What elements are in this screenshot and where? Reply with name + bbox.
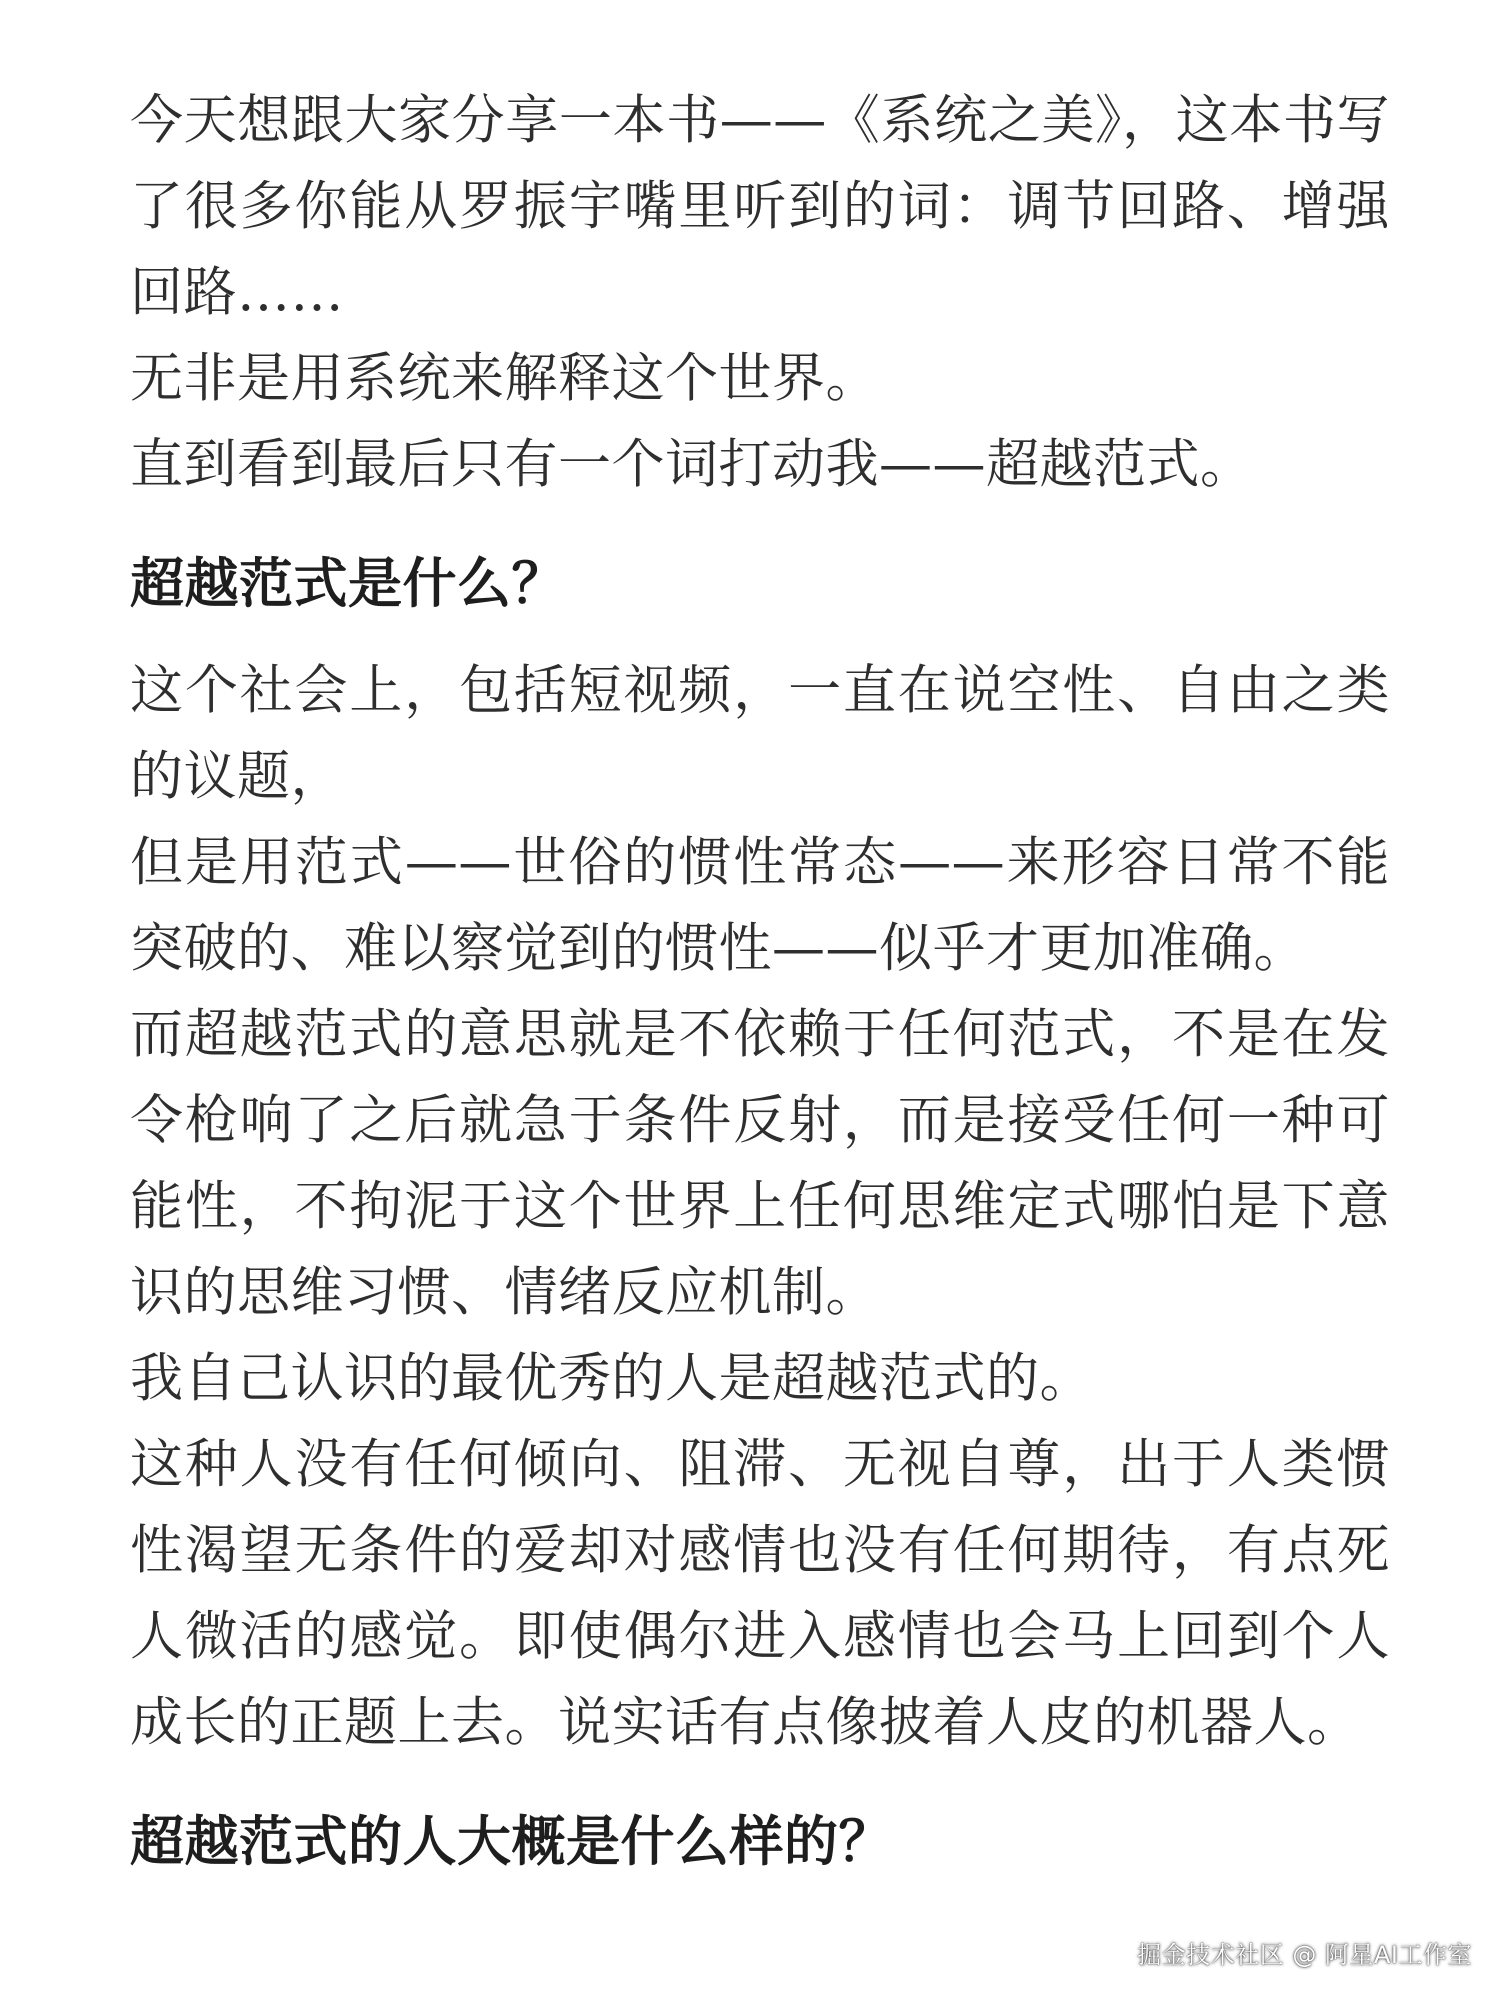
section1-paragraph-5: 这种人没有任何倾向、阻滞、无视自尊，出于人类惯性渴望无条件的爱却对感情也没有任何期待，有点死人微活的感觉。即使偶尔进入感情也会马上回到个人成长的正题上去。说实话有点像披着人皮的机器人。 — [130, 1434, 1390, 1753]
section1-paragraph-1: 这个社会上，包括短视频，一直在说空性、自由之类的议题， — [130, 660, 1390, 807]
section-heading-what-like: 超越范式的人大概是什么样的？ — [130, 1809, 893, 1873]
source-watermark: 掘金技术社区 @ 阿星AI工作室 — [1137, 1941, 1472, 1969]
article-body — [130, 78, 1390, 1906]
intro-paragraph-1: 今天想跟大家分享一本书——《系统之美》，这本书写了很多你能从罗振宇嘴里听到的词：调节回路、增强回路…… — [130, 90, 1390, 323]
section1-paragraph-3: 而超越范式的意思就是不依赖于任何范式，不是在发令枪响了之后就急于条件反射，而是接受任何一种可能性，不拘泥于这个世界上任何思维定式哪怕是下意识的思维习惯、情绪反应机制。 — [130, 1004, 1390, 1323]
intro-paragraph-2: 无非是用系统来解释这个世界。 — [130, 348, 879, 409]
section-heading-what-is: 超越范式是什么？ — [130, 551, 566, 615]
section1-paragraph-4: 我自己认识的最优秀的人是超越范式的。 — [130, 1348, 1093, 1409]
intro-paragraph-3: 直到看到最后只有一个词打动我——超越范式。 — [130, 434, 1254, 495]
section1-paragraph-2: 但是用范式——世俗的惯性常态——来形容日常不能突破的、难以察觉到的惯性——似乎才更加准确。 — [130, 832, 1390, 979]
